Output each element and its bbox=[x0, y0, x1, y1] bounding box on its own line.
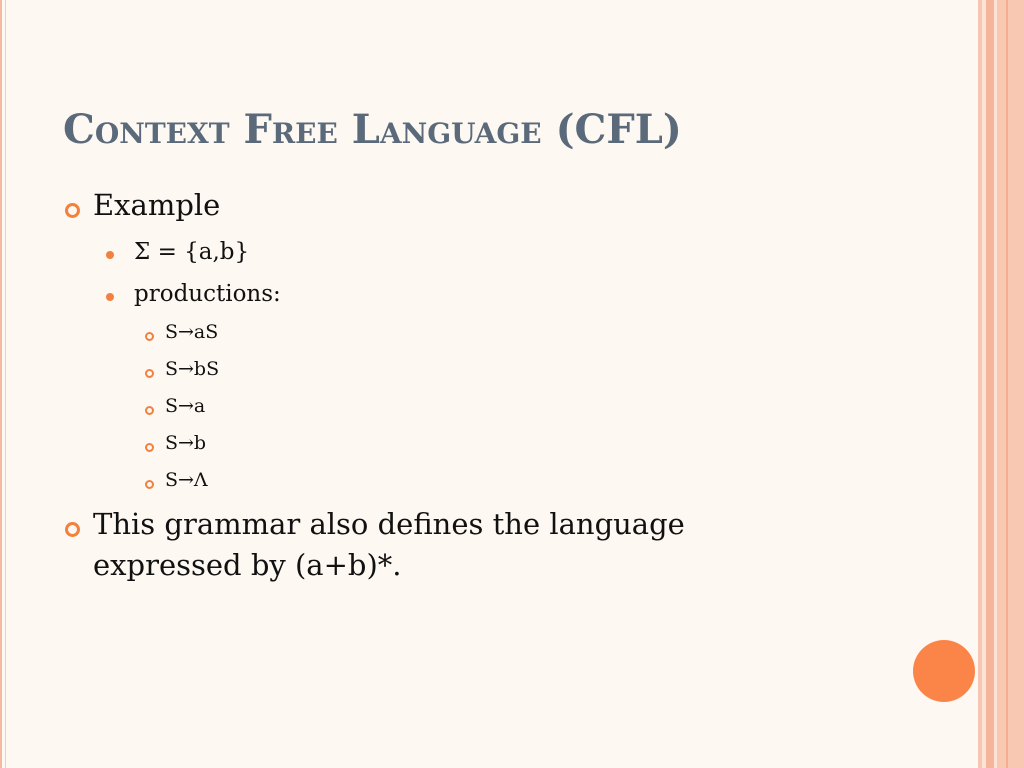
dot-bullet-icon bbox=[106, 251, 114, 259]
right-stripe bbox=[997, 0, 1024, 768]
ring-bullet-icon bbox=[65, 203, 80, 218]
bullet-productions-label: productions: bbox=[134, 281, 281, 307]
slide-title: Context Free Language (CFL) bbox=[63, 106, 682, 153]
bullet-conclusion-line1: This grammar also defines the language bbox=[93, 507, 685, 541]
ring-bullet-icon bbox=[145, 369, 154, 378]
bullet-example: Example bbox=[93, 188, 221, 222]
right-stripe bbox=[986, 0, 994, 768]
production-item: S→aS bbox=[165, 321, 219, 343]
ring-bullet-icon bbox=[145, 443, 154, 452]
ring-bullet-icon bbox=[145, 332, 154, 341]
production-item: S→Λ bbox=[165, 469, 208, 491]
production-item: S→b bbox=[165, 432, 207, 454]
left-border-line bbox=[0, 0, 2, 768]
dot-bullet-icon bbox=[106, 293, 114, 301]
bullet-sigma: Σ = {a,b} bbox=[134, 239, 250, 265]
left-border-line-inner bbox=[5, 0, 6, 768]
bullet-conclusion-line2: expressed by (a+b)*. bbox=[93, 548, 402, 582]
right-stripe bbox=[1006, 0, 1008, 768]
ring-bullet-icon bbox=[145, 480, 154, 489]
ring-bullet-icon bbox=[145, 406, 154, 415]
decorative-orange-circle bbox=[913, 640, 975, 702]
production-item: S→a bbox=[165, 395, 206, 417]
production-item: S→bS bbox=[165, 358, 220, 380]
ring-bullet-icon bbox=[65, 522, 80, 537]
